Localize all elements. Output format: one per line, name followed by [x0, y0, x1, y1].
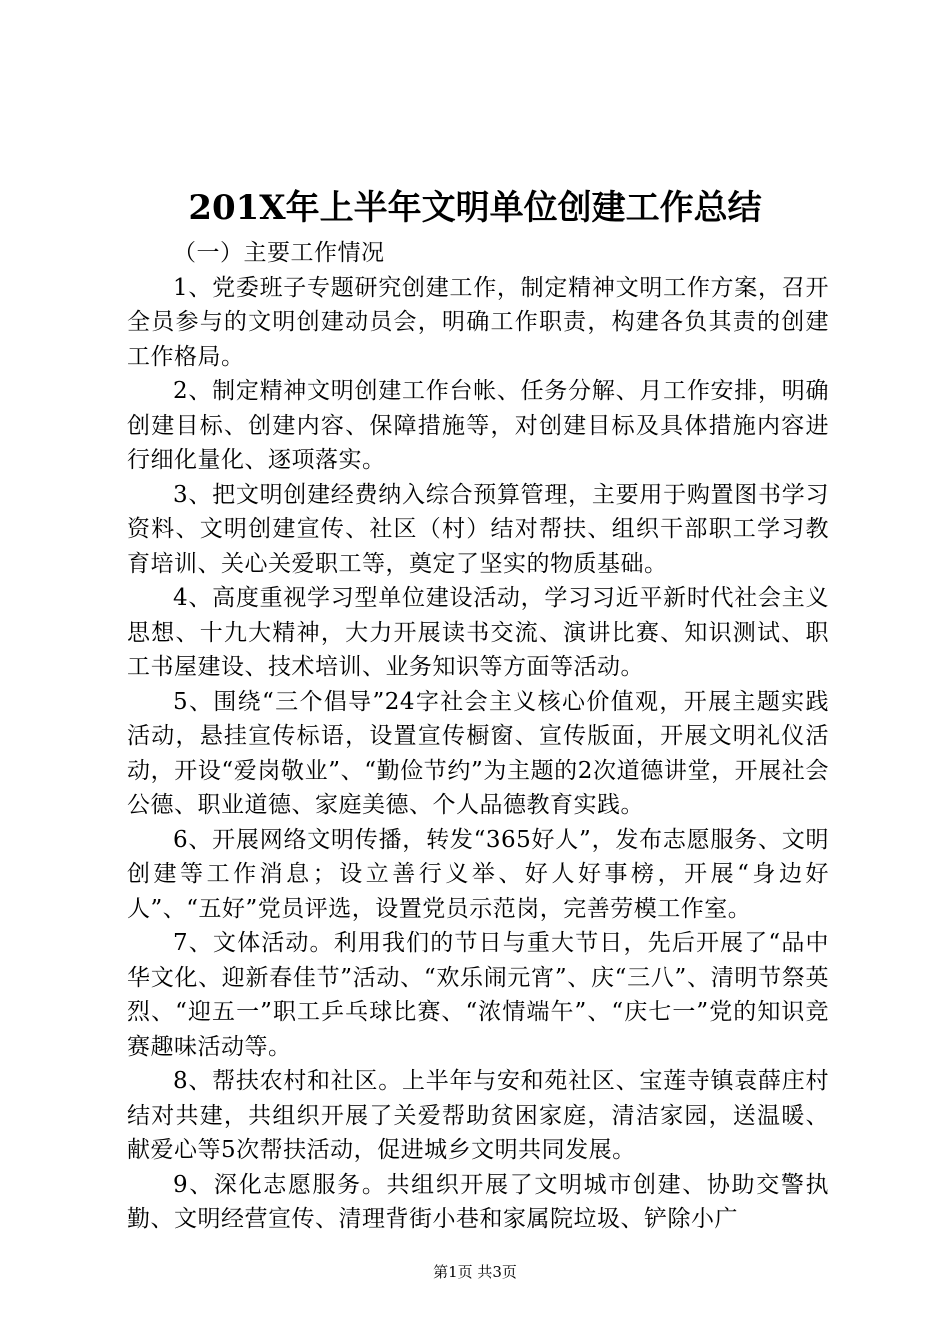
paragraph-9: 9、深化志愿服务。共组织开展了文明城市创建、协助交警执勤、文明经营宣传、清理背街小巷和家属院垃圾、铲除小广 — [127, 1171, 829, 1232]
paragraph-8: 8、帮扶农村和社区。上半年与安和苑社区、宝莲寺镇袁薛庄村结对共建，共组织开展了关爱帮助贫困家庭，清洁家园，送温暖、献爱心等5次帮扶活动，促进城乡文明共同发展。 — [127, 1068, 829, 1163]
paragraph-1: 1、党委班子专题研究创建工作，制定精神文明工作方案，召开全员参与的文明创建动员会，明确工作职责，构建各负其责的创建工作格局。 — [127, 274, 829, 370]
paragraph-3: 3、把文明创建经费纳入综合预算管理，主要用于购置图书学习资料、文明创建宣传、社区（村）结对帮扶、组织干部职工学习教育培训、关心关爱职工等，奠定了坚实的物质基础。 — [127, 481, 829, 577]
paragraph-6: 6、开展网络文明传播，转发“365好人”，发布志愿服务、文明创建等工作消息；设立善行义举、好人好事榜，开展“身边好人”、“五好”党员评选，设置党员示范岗，完善劳模工作室。 — [127, 826, 829, 922]
section-heading: （一）主要工作情况 — [173, 240, 385, 266]
document-title: 201X年上半年文明单位创建工作总结 — [188, 188, 762, 228]
paragraph-2: 2、制定精神文明创建工作台帐、任务分解、月工作安排，明确创建目标、创建内容、保障措施等，对创建目标及具体措施内容进行细化量化、逐项落实。 — [127, 378, 829, 473]
paragraph-4: 4、高度重视学习型单位建设活动，学习习近平新时代社会主义思想、十九大精神，大力开展读书交流、演讲比赛、知识测试、职工书屋建设、技术培训、业务知识等方面等活动。 — [127, 585, 829, 680]
paragraph-5: 5、围绕“三个倡导”24字社会主义核心价值观，开展主题实践活动，悬挂宣传标语，设置宣传橱窗、宣传版面，开展文明礼仪活动，开设“爱岗敬业”、“勤俭节约”为主题的2次道德讲堂，开展社会公德、职业道德、家庭美德、个人品德教育实践。 — [127, 688, 829, 818]
document-body — [127, 236, 829, 1237]
page-footer: 第1页 共3页 — [433, 1263, 517, 1281]
paragraph-7: 7、文体活动。利用我们的节日与重大节日，先后开展了“品中华文化、迎新春佳节”活动、“欢乐闹元宵”、庆“三八”、清明节祭英烈、“迎五一”职工乒乓球比赛、“浓情端午”、“庆七一”党的知识竞赛趣味活动等。 — [127, 930, 829, 1060]
